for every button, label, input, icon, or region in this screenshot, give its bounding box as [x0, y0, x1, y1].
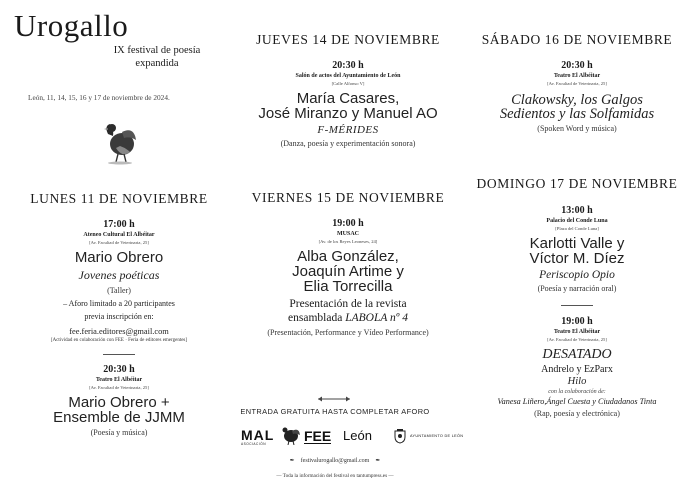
grouse-logo: [279, 425, 301, 445]
fee-logo: FEE: [304, 428, 332, 444]
event-time: 20:30 h: [103, 364, 135, 375]
event-venue: Teatro El Albéitar: [95, 377, 143, 383]
friday-column: [238, 190, 458, 337]
event-address: [Av. Facultad de Veterinaria, 25]: [547, 81, 607, 86]
event-address: [Plaza del Conde Luna]: [555, 226, 599, 231]
event-address: [Calle Alfonso V]: [331, 81, 365, 86]
divider: [103, 354, 135, 355]
event-artist: Andrelo y EzParx: [541, 364, 613, 375]
festival-dates: León, 11, 14, 15, 16 y 17 de noviembre de 2024.: [28, 93, 170, 102]
event-venue: Teatro El Albéitar: [553, 73, 601, 79]
event-work: F-MÉRIDES: [317, 124, 379, 136]
event-venue: Salón de actos del Ayuntamiento de León: [295, 73, 401, 79]
feather-icon: ✒: [375, 458, 381, 464]
event-artist: María Casares, José Miranzo y Manuel AO: [258, 90, 438, 122]
free-entry-notice: ENTRADA GRATUITA HASTA COMPLETAR AFORO: [240, 407, 430, 416]
event-work: DESATADO: [542, 347, 612, 362]
event-description: Presentación de la revista ensamblada LABOLA nº 4: [288, 298, 408, 324]
festival-title: Urogallo: [14, 8, 129, 43]
day-heading: DOMINGO 17 DE NOVIEMBRE: [476, 176, 678, 191]
event-kind: (Presentación, Performance y Vídeo Performance): [267, 328, 429, 337]
festival-subtitle: IX festival de poesía expandida: [113, 45, 201, 69]
feather-icon: ✒: [289, 458, 295, 464]
event-time: 19:00 h: [332, 218, 364, 229]
event-kind: (Poesía y música): [90, 428, 148, 437]
event-work-second: Hilo: [567, 376, 587, 387]
grouse-illustration: [100, 118, 140, 166]
event-artist: Mario Obrero + Ensemble de JJMM: [53, 394, 185, 426]
event-address: [Av. de los Reyes Leoneses, 24]: [318, 239, 378, 244]
event-kind: (Taller): [107, 286, 131, 295]
event-time: 20:30 h: [561, 60, 593, 71]
leon-logo: León: [343, 428, 372, 443]
monday-column: [14, 191, 224, 437]
event-time: 13:00 h: [561, 205, 593, 216]
day-heading: VIERNES 15 DE NOVIEMBRE: [251, 190, 445, 205]
event-work: Periscopio Opio: [539, 269, 615, 281]
registration-note: previa inscripción en:: [84, 312, 154, 321]
event-artist: Alba González, Joaquín Artime y Elia Torrecilla: [292, 248, 404, 295]
header: [14, 8, 224, 102]
info-line: — Toda la información del festival en tantumpress.es —: [276, 473, 394, 479]
event-kind: (Danza, poesía y experimentación sonora): [280, 139, 416, 148]
collab-note: [Actividad en colaboración con FEE · Feria de editores emergentes]: [50, 338, 188, 343]
event-artist: Mario Obrero: [74, 249, 164, 266]
collab-label: con la colaboración de:: [548, 389, 606, 395]
event-address: [Av. Facultad de Veterinaria, 25]: [89, 385, 149, 390]
divider: [561, 305, 593, 306]
event-work: Jovenes poéticas: [78, 268, 160, 282]
event-venue: Ateneo Cultural El Albéitar: [83, 232, 155, 238]
event-time: 17:00 h: [103, 219, 135, 230]
coat-of-arms-icon: [394, 428, 406, 444]
event-kind: (Spoken Word y música): [537, 124, 617, 133]
event-venue: Teatro El Albéitar: [553, 329, 601, 335]
event-artist: Karlotti Valle y Víctor M. Díez: [529, 235, 625, 267]
event-address: [Av. Facultad de Veterinaria, 25]: [89, 240, 149, 245]
contact-email[interactable]: ✒ festivalurogallo@gmail.com ✒: [289, 458, 381, 464]
thursday-column: [238, 32, 458, 148]
magazine-title: LABOLA nº 4: [345, 312, 408, 324]
capacity-note: – Aforo limitado a 20 participantes: [63, 299, 175, 308]
sunday-column: [466, 176, 688, 418]
event-kind: (Poesía y narración oral): [537, 284, 617, 293]
day-heading: SÁBADO 16 DE NOVIEMBRE: [481, 32, 673, 47]
collab-names: Vanesa Liñero,Ángel Cuesta y Ciudadanos Tinta: [497, 397, 657, 406]
saturday-column: [466, 32, 688, 133]
event-venue: Palacio del Conde Luna: [546, 218, 608, 224]
footer-ornament: [318, 389, 350, 395]
event-time: 19:00 h: [561, 316, 593, 327]
event-address: [Av. Facultad de Veterinaria, 25]: [547, 337, 607, 342]
event-work: Clakowsky, los Galgos Sedientos y las Solfamidas: [499, 92, 655, 122]
day-heading: JUEVES 14 DE NOVIEMBRE: [256, 32, 440, 47]
day-heading: LUNES 11 DE NOVIEMBRE: [30, 191, 208, 206]
registration-email[interactable]: fee.feria.editores@gmail.com: [69, 327, 169, 336]
event-time: 20:30 h: [332, 60, 364, 71]
ayuntamiento-logo: AYUNTAMIENTO DE LEÓN: [410, 434, 464, 438]
mal-logo: MAL ASOCIACIÓN: [241, 427, 275, 446]
event-kind: (Rap, poesía y electrónica): [534, 409, 620, 418]
event-venue: MUSAC: [337, 231, 359, 237]
